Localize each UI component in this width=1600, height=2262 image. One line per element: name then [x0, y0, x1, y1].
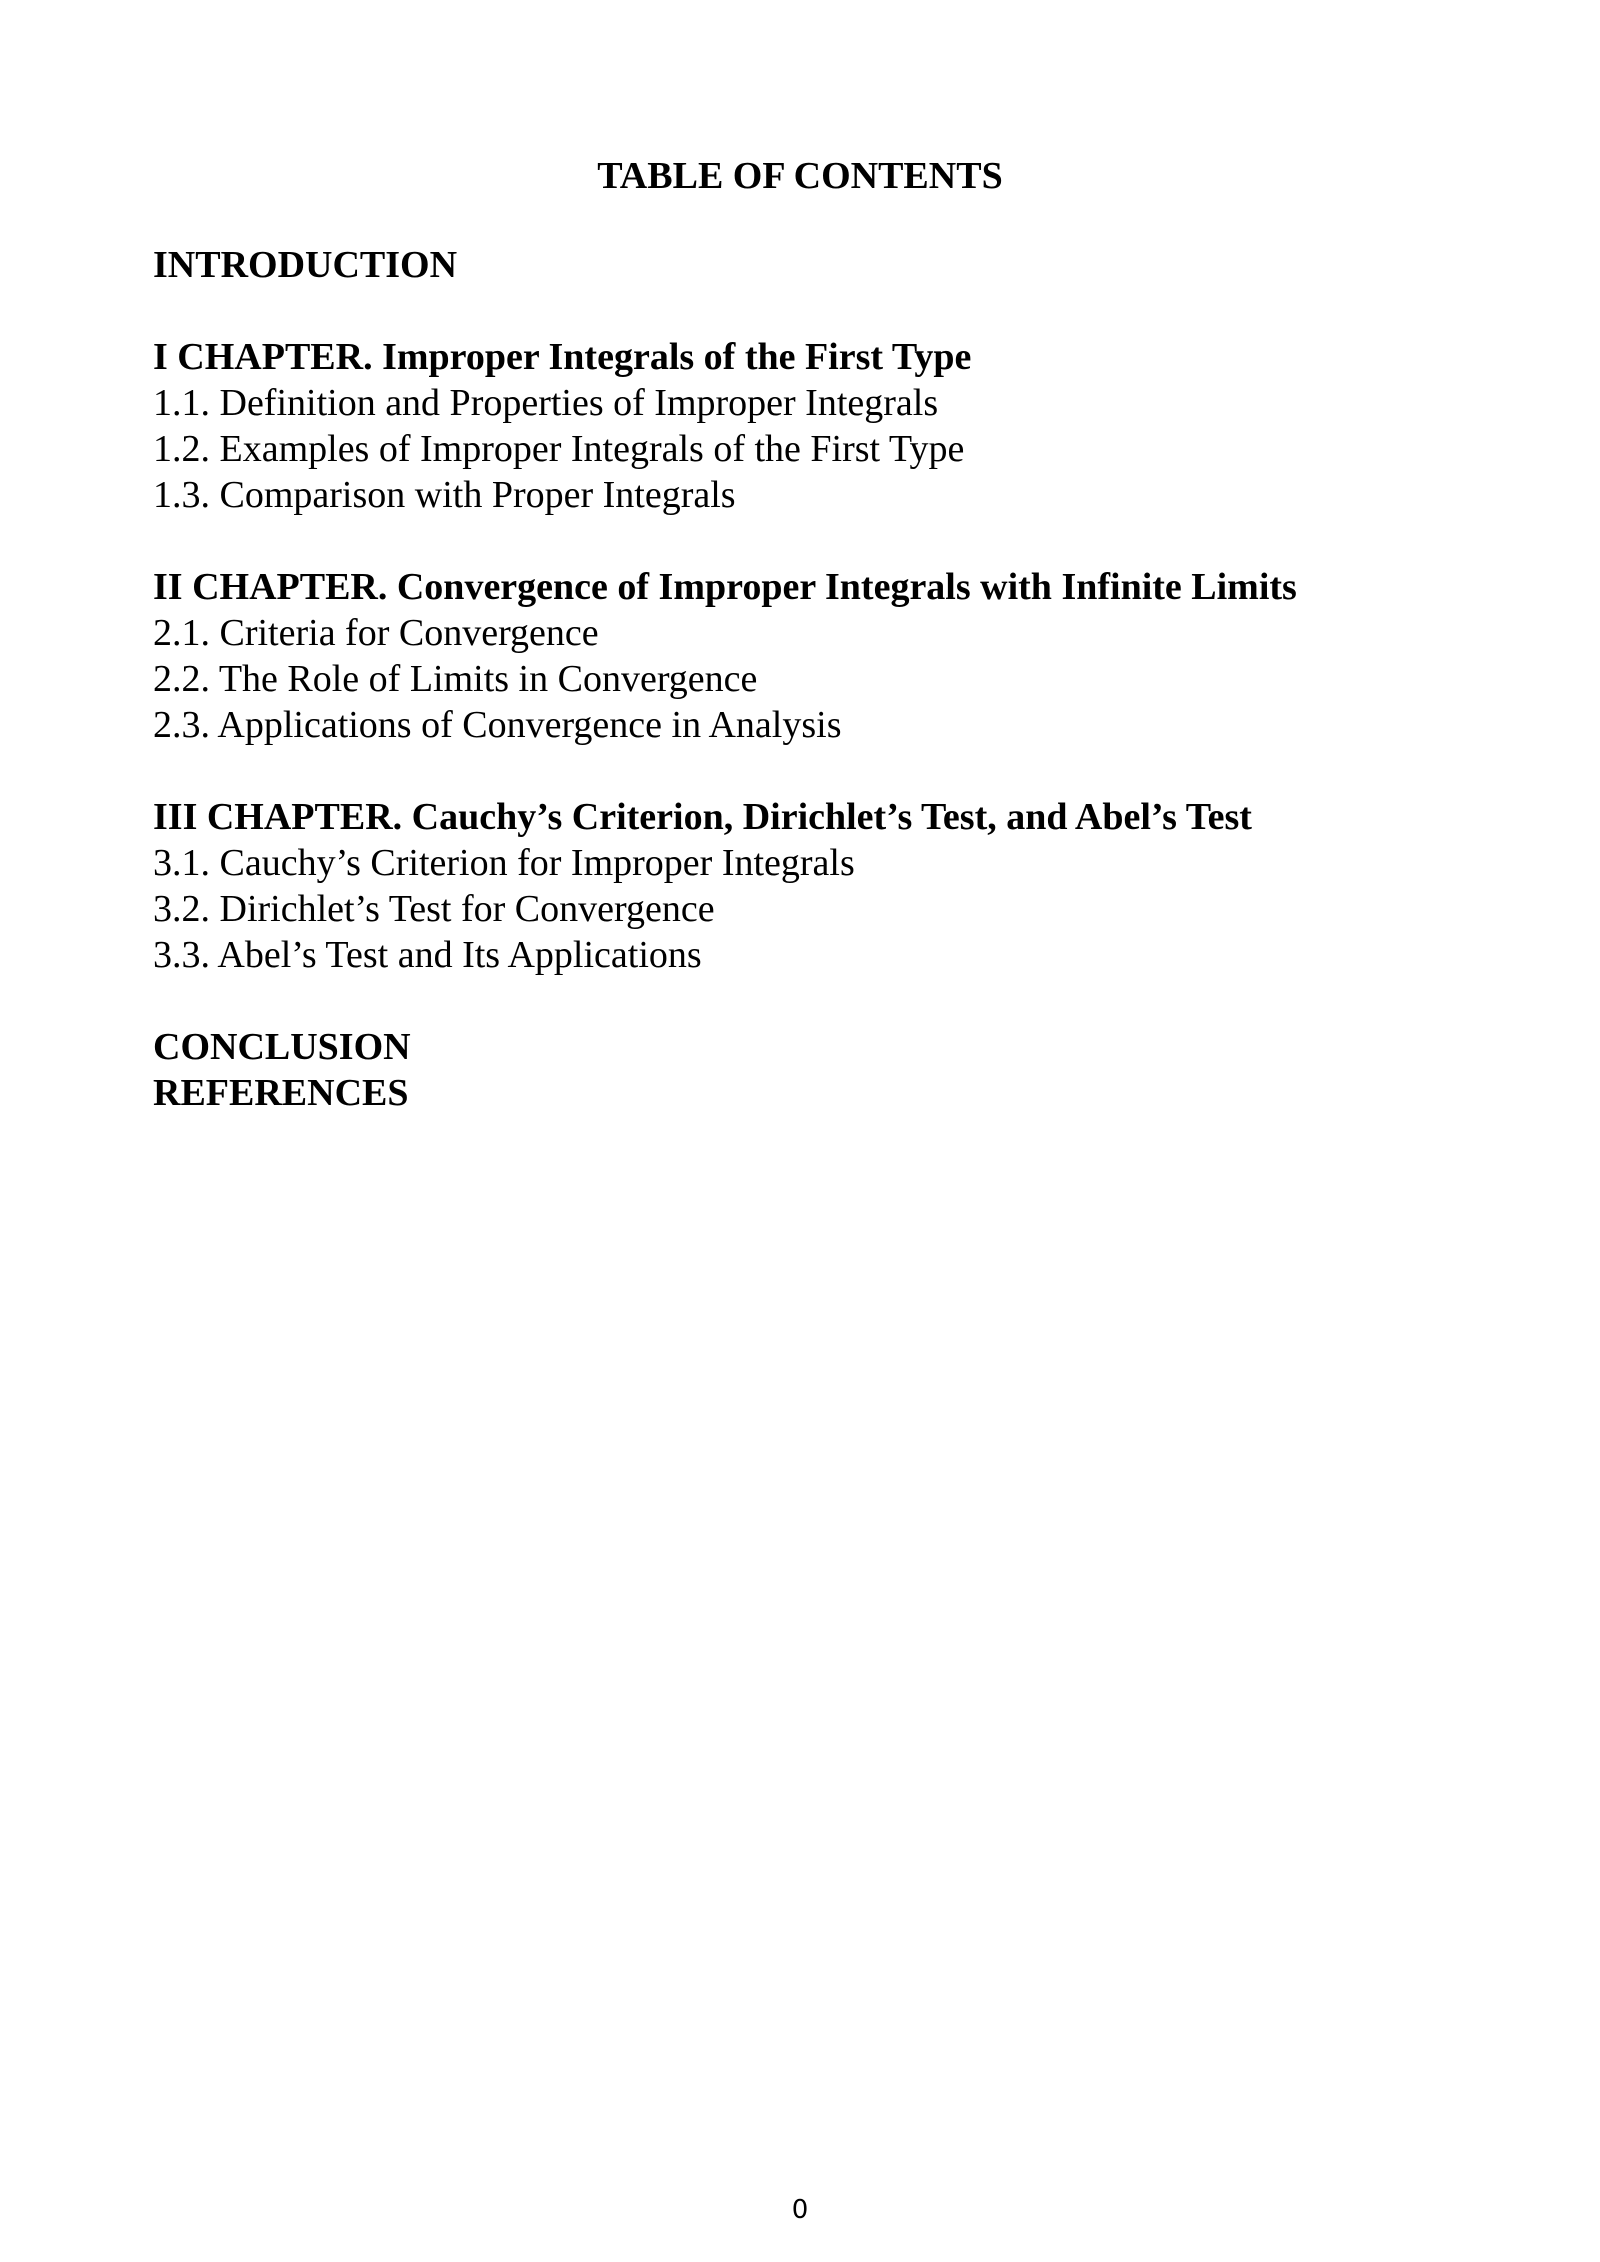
section-entry: 3.2. Dirichlet’s Test for Convergence — [153, 888, 715, 930]
section-entry: 2.1. Criteria for Convergence — [153, 612, 599, 654]
chapter-heading: II CHAPTER. Convergence of Improper Integrals with Infinite Limits — [153, 566, 1297, 608]
spacer — [153, 748, 1493, 794]
section-entry: 3.3. Abel’s Test and Its Applications — [153, 934, 702, 976]
chapter-2 — [153, 564, 1493, 748]
table-of-contents — [153, 242, 1493, 1116]
page-number: 0 — [791, 2195, 809, 2225]
chapter-heading: I CHAPTER. Improper Integrals of the First Type — [153, 336, 972, 378]
section-entry: 1.2. Examples of Improper Integrals of the First Type — [153, 428, 965, 470]
spacer — [153, 518, 1493, 564]
toc-introduction: INTRODUCTION — [153, 244, 458, 286]
section-entry: 1.1. Definition and Properties of Improper Integrals — [153, 382, 939, 424]
page-title: TABLE OF CONTENTS — [597, 155, 1003, 197]
section-entry: 2.3. Applications of Convergence in Analysis — [153, 704, 842, 746]
section-entry: 1.3. Comparison with Proper Integrals — [153, 474, 736, 516]
spacer — [153, 288, 1493, 334]
chapter-heading: III CHAPTER. Cauchy’s Criterion, Dirichlet’s Test, and Abel’s Test — [153, 796, 1252, 838]
section-entry: 2.2. The Role of Limits in Convergence — [153, 658, 758, 700]
toc-conclusion: CONCLUSION — [153, 1026, 411, 1068]
chapter-3 — [153, 794, 1493, 978]
spacer — [153, 978, 1493, 1024]
chapter-1 — [153, 334, 1493, 518]
toc-references: REFERENCES — [153, 1072, 409, 1114]
section-entry: 3.1. Cauchy’s Criterion for Improper Integrals — [153, 842, 855, 884]
